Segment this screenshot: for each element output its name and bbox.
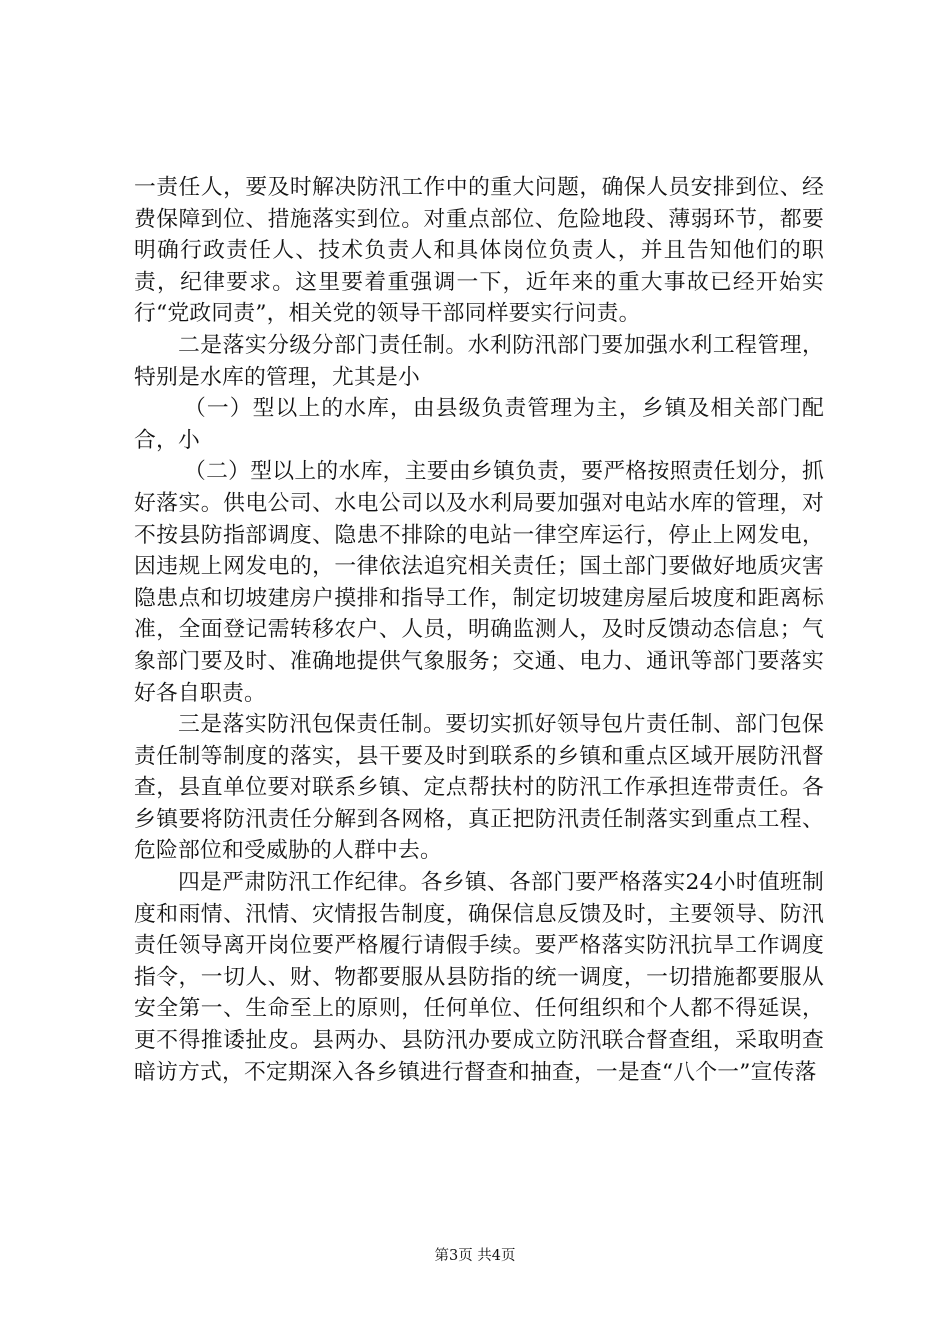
- paragraph-6: 四是严肃防汛工作纪律。各乡镇、各部门要严格落实24小时值班制度和雨情、汛情、灾情报告制度，确保信息反馈及时，主要领导、防汛责任领导离开岗位要严格履行请假手续。要严格落实防汛抗旱工作调度指令，一切人、财、物都要服从县防指的统一调度，一切措施都要服从安全第一、生命至上的原则，任何单位、任何组织和个人都不得延误，更不得推诿扯皮。县两办、县防汛办要成立防汛联合督查组，采取明查暗访方式，不定期深入各乡镇进行督查和抽查，一是查“八个一”宣传落: [134, 870, 824, 1085]
- paragraph-5: 三是落实防汛包保责任制。要切实抓好领导包片责任制、部门包保责任制等制度的落实，县干要及时到联系的乡镇和重点区域开展防汛督查，县直单位要对联系乡镇、定点帮扶村的防汛工作承担连带责任。各乡镇要将防汛责任分解到各网格，真正把防汛责任制落实到重点工程、危险部位和受威胁的人群中去。: [134, 712, 824, 864]
- document-body: [134, 172, 824, 1088]
- paragraph-2: 二是落实分级分部门责任制。水利防汛部门要加强水利工程管理，特别是水库的管理，尤其是小: [134, 332, 824, 390]
- paragraph-1: 一责任人，要及时解决防汛工作中的重大问题，确保人员安排到位、经费保障到位、措施落实到位。对重点部位、危险地段、薄弱环节，都要明确行政责任人、技术负责人和具体岗位负责人，并且告知他们的职责，纪律要求。这里要着重强调一下，近年来的重大事故已经开始实行“党政同责”，相关党的领导干部同样要实行问责。: [134, 175, 824, 327]
- paragraph-3: （一）型以上的水库，由县级负责管理为主，乡镇及相关部门配合，小: [134, 396, 824, 453]
- page-footer: 第3页 共4页: [434, 1248, 516, 1264]
- paragraph-4: （二）型以上的水库，主要由乡镇负责，要严格按照责任划分，抓好落实。供电公司、水电公司以及水利局要加强对电站水库的管理，对不按县防指部调度、隐患不排除的电站一律空库运行，停止上网发电，因违规上网发电的，一律依法追究相关责任；国土部门要做好地质灾害隐患点和切坡建房户摸排和指导工作，制定切坡建房屋后坡度和距离标准，全面登记需转移农户、人员，明确监测人，及时反馈动态信息；气象部门要及时、准确地提供气象服务；交通、电力、通讯等部门要落实好各自职责。: [134, 459, 824, 706]
